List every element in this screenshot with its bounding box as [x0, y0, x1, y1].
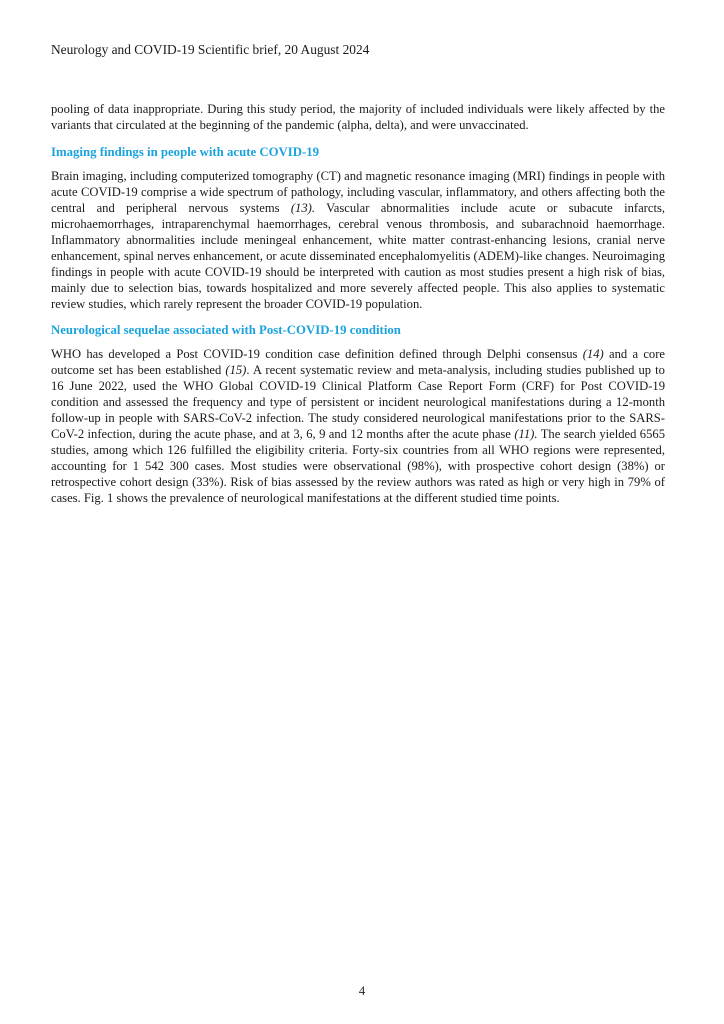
citation-ref: (11). — [514, 427, 538, 442]
sequelae-paragraph — [51, 347, 665, 507]
sequelae-text-3: . A recent systematic review and meta-analysis, including studies published up to 16 June 2022, used the WHO Global COVID-19 Clinical Platform Case Report Form (CRF) for Post COVID-19 condition and assessed the frequency and type of persistent or incident neurological manifestations during a 12-month follow-up in people with SARS-CoV-2 infection. The study considered neurological manifestations prior to the SARS-CoV-2 infection, during the acute phase, and at 3, 6, 9 and 12 months after the acute phase — [51, 363, 665, 442]
section-heading-imaging: Imaging findings in people with acute COVID-19 — [51, 144, 320, 159]
sequelae-text-4: The search yielded 6565 studies, among which 126 fulfilled the eligibility criteria. Forty-six countries from all WHO regions were represented, accounting for 1 542 300 cases. Most studies were observational (98%), with prospective cohort design (38%) or retrospective cohort design (33%). Risk of bias assessed by the review authors was rated as high or very high in 79% of cases. Fig. 1 shows the prevalence of neurological manifestations at the different studied time points. — [51, 427, 665, 506]
citation-ref: (15) — [225, 363, 247, 378]
imaging-text-2: Vascular abnormalities include acute or subacute infarcts, microhaemorrhages, intraparenchymal haemorrhages, cerebral venous thrombosis, and subarachnoid haemorrhage. Inflammatory abnormalities include meningeal enhancement, white matter contrast-enhancing lesions, cranial nerve enhancement, spinal nerves enhancement, or acute disseminated encephalomyelitis (ADEM)-like changes. Neuroimaging findings in people with acute COVID-19 should be interpreted with caution as most studies present a high risk of bias, mainly due to selection bias, towards hospitalized and more severely affected people. This also applies to systematic review studies, which rarely represent the broader COVID-19 population. — [51, 200, 665, 311]
citation-ref: (14) — [582, 347, 604, 362]
sequelae-text-2: and a core outcome set has been established — [51, 347, 666, 378]
intro-paragraph: pooling of data inappropriate. During this study period, the majority of included individuals were likely affected by the variants that circulated at the beginning of the pandemic (alpha, delta), and were unvaccinated. — [51, 102, 665, 132]
section-heading-sequelae: Neurological sequelae associated with Post-COVID-19 condition — [51, 323, 401, 338]
page-number: 4 — [358, 984, 366, 998]
citation-ref: (13). — [290, 200, 315, 215]
imaging-text-1: Brain imaging, including computerized tomography (CT) and magnetic resonance imaging (MRI) findings in people with acute COVID-19 comprise a wide spectrum of pathology, including vascular, inflammatory, and others affecting both the central and peripheral nervous systems — [51, 168, 665, 215]
document-body — [51, 102, 665, 507]
running-header: Neurology and COVID-19 Scientific brief, 20 August 2024 — [51, 42, 370, 57]
imaging-paragraph — [51, 169, 665, 313]
sequelae-text-1: WHO has developed a Post COVID-19 condition case definition defined through Delphi consensus — [51, 347, 583, 362]
